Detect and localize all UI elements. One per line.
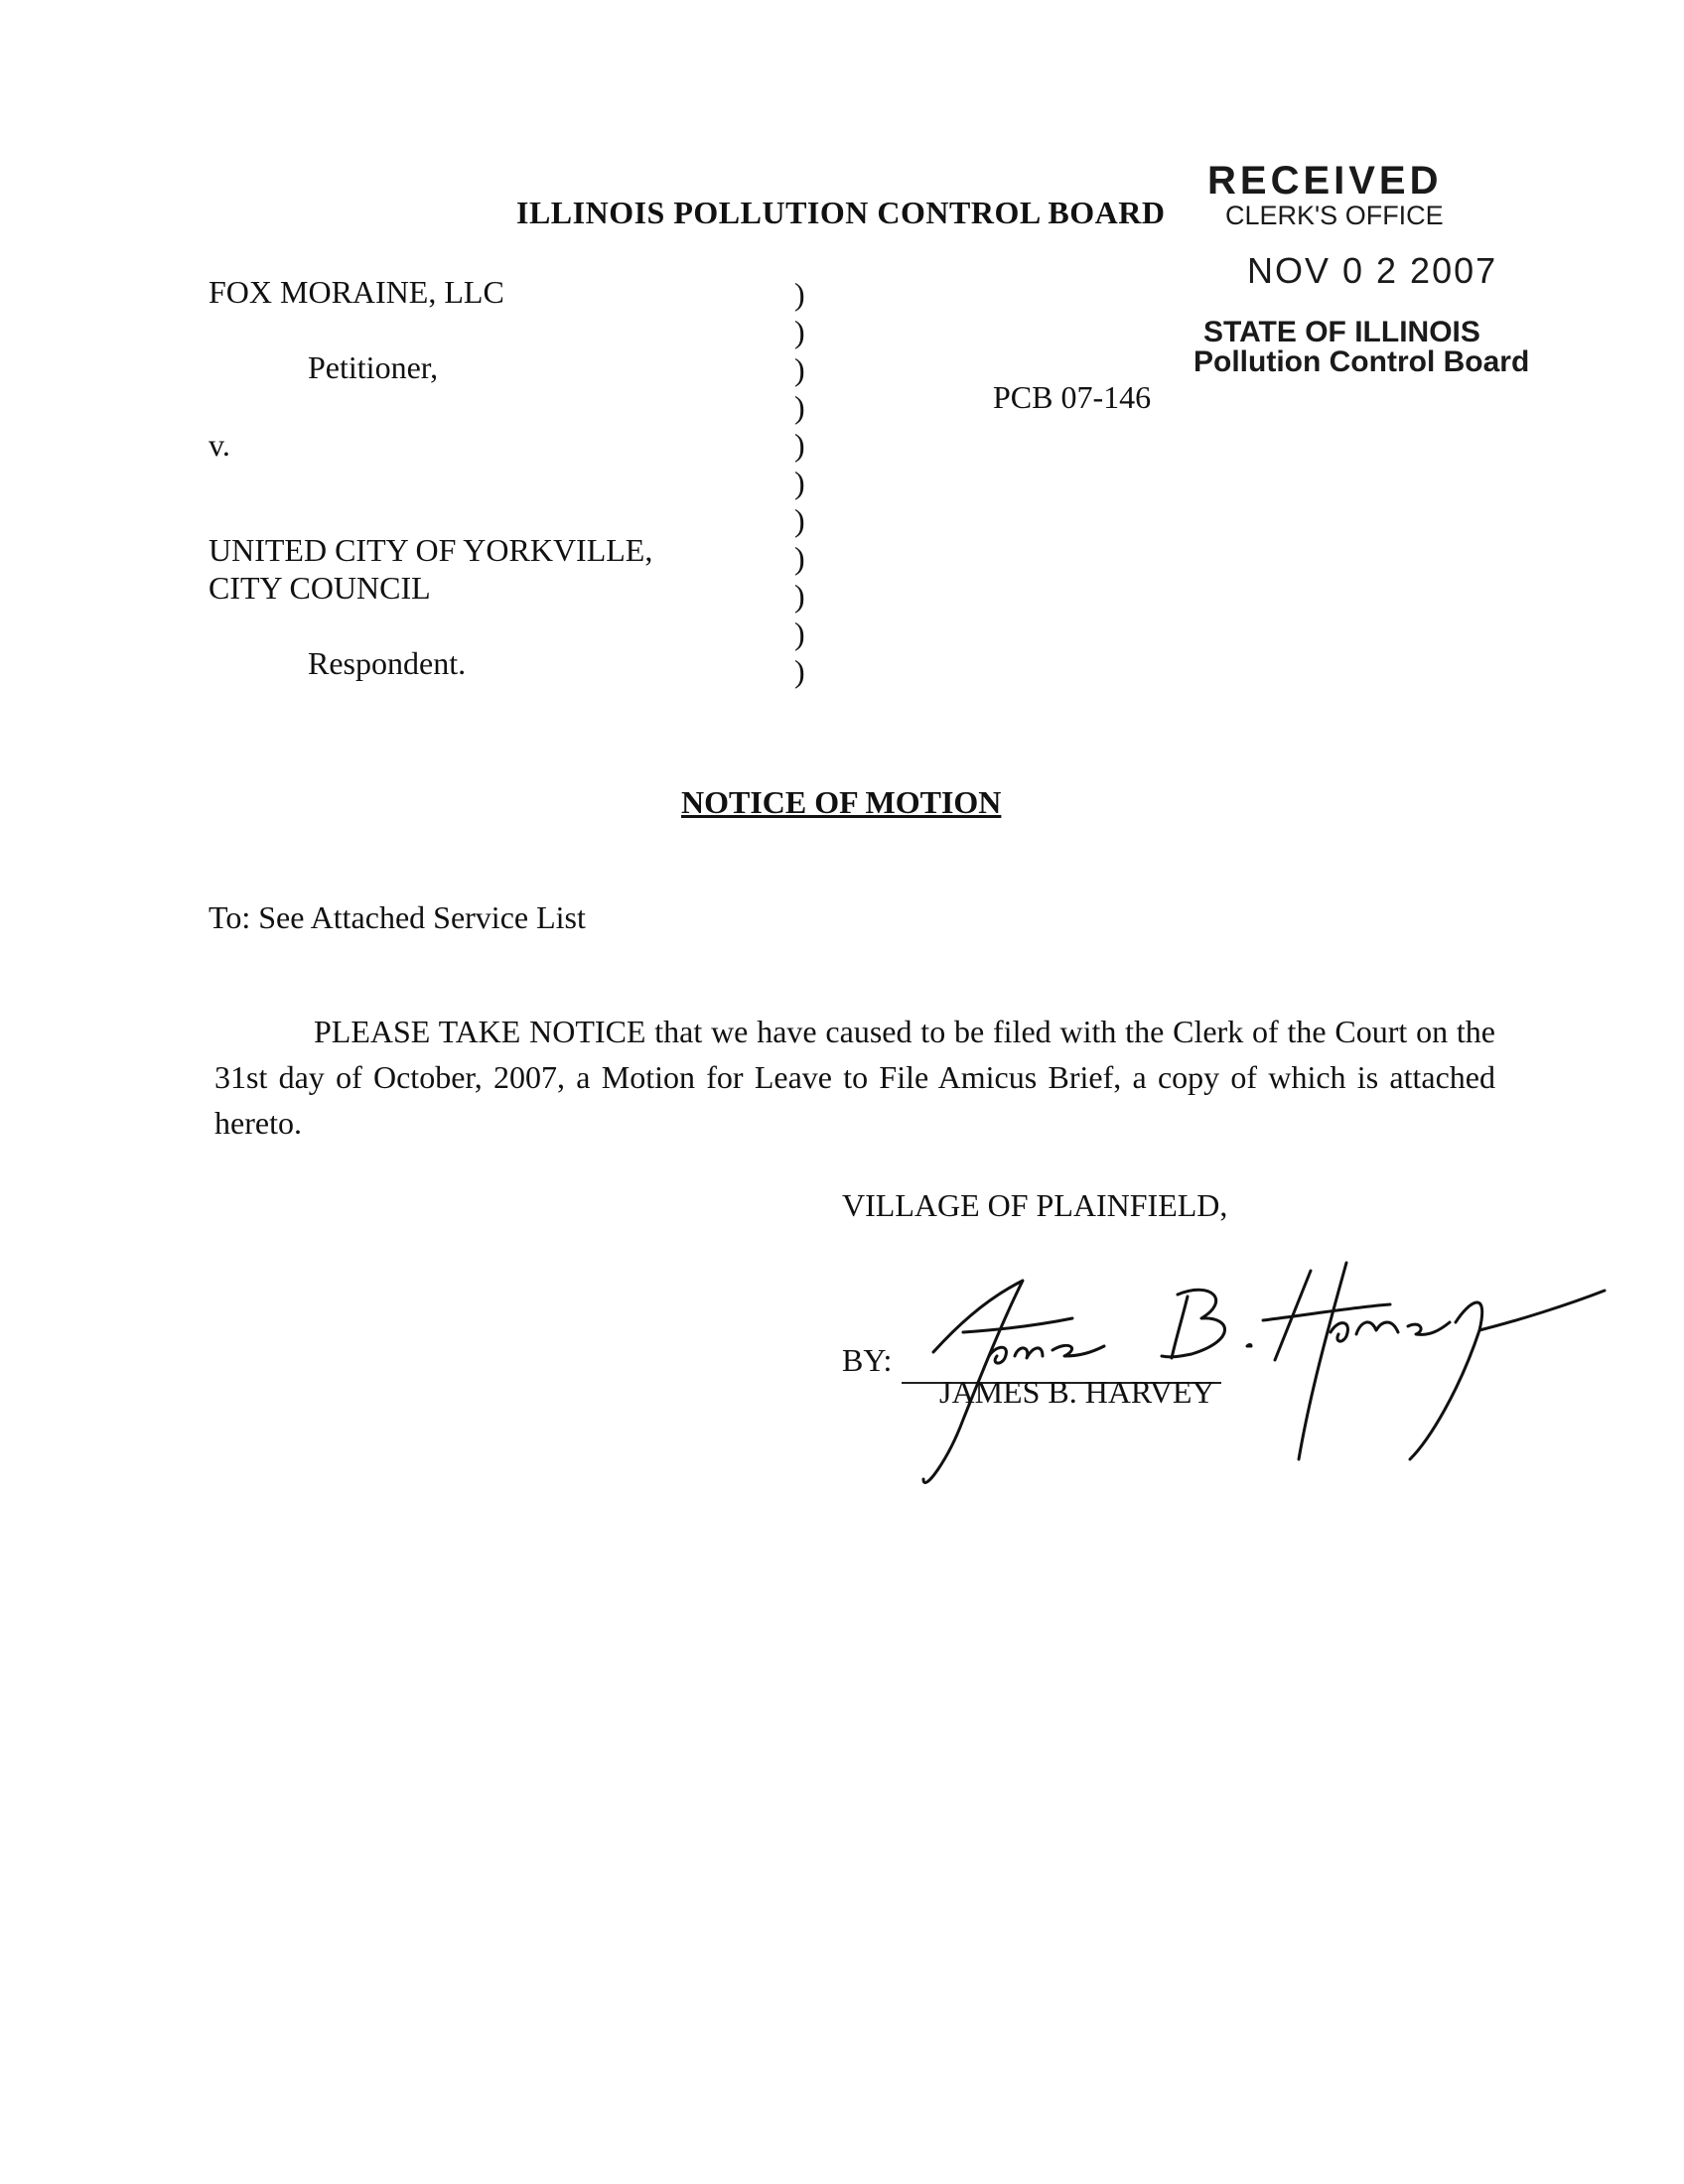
board-title: ILLINOIS POLLUTION CONTROL BOARD: [516, 195, 1166, 230]
respondent-role: Respondent.: [308, 645, 467, 681]
notice-heading: NOTICE OF MOTION: [681, 784, 1002, 820]
petitioner-role: Petitioner,: [308, 349, 439, 385]
caption-paren: ): [794, 578, 805, 614]
stamp-office: CLERK'S OFFICE: [1225, 201, 1444, 230]
caption-paren: ): [794, 465, 805, 500]
handwritten-signature: [894, 1261, 1609, 1499]
stamp-board: Pollution Control Board: [1193, 345, 1530, 378]
notice-body: PLEASE TAKE NOTICE that we have caused to be filed with the Clerk of the Court on the 31st day of October, 2007, a Motion for Leave to File Amicus Brief, a copy of which is attached hereto.: [214, 1014, 1495, 1141]
caption-paren: ): [794, 615, 805, 651]
caption-paren: ): [794, 540, 805, 576]
stamp-state: STATE OF ILLINOIS: [1203, 316, 1480, 348]
caption-paren: ): [794, 502, 805, 538]
to-line: To: See Attached Service List: [209, 899, 586, 935]
stamp-received: RECEIVED: [1207, 159, 1443, 203]
caption-paren: ): [794, 351, 805, 387]
by-label: BY:: [842, 1342, 893, 1378]
signature-entity: VILLAGE OF PLAINFIELD,: [842, 1187, 1228, 1223]
respondent-name-line2: CITY COUNCIL: [209, 570, 431, 606]
petitioner-name: FOX MORAINE, LLC: [209, 274, 504, 310]
caption-paren: ): [794, 276, 805, 312]
versus: v.: [209, 427, 230, 463]
caption-paren: ): [794, 389, 805, 425]
signer-name: JAMES B. HARVEY: [939, 1374, 1215, 1410]
stamp-date: NOV 0 2 2007: [1247, 250, 1498, 291]
respondent-name-line1: UNITED CITY OF YORKVILLE,: [209, 532, 653, 568]
caption-paren: ): [794, 314, 805, 349]
caption-paren: ): [794, 427, 805, 463]
caption-paren: ): [794, 653, 805, 689]
case-number: PCB 07-146: [993, 379, 1152, 415]
